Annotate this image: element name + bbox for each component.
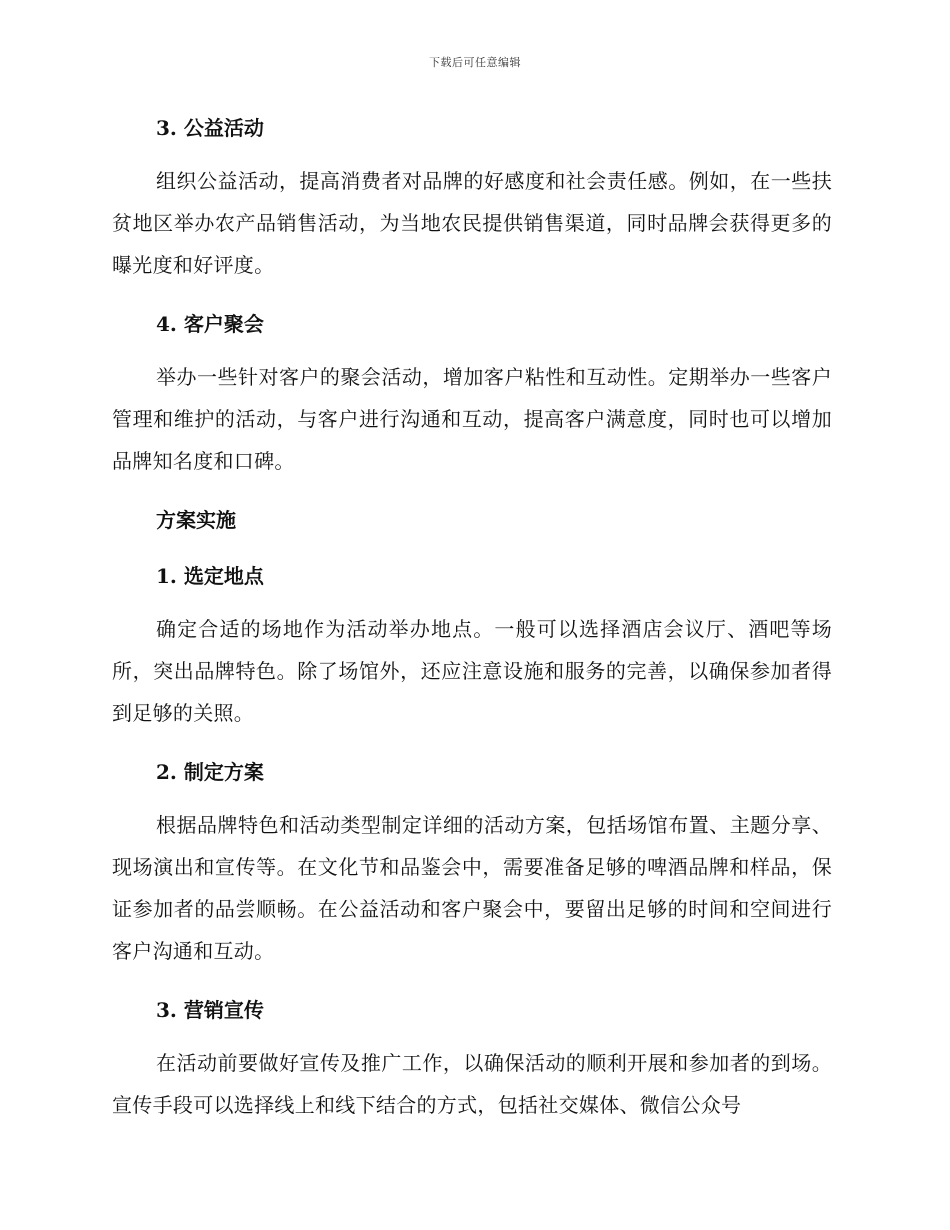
- section-heading-marketing: 3. 营销宣传: [156, 998, 264, 1022]
- page-header: 下载后可任意编辑: [429, 56, 521, 69]
- section-paragraph-marketing: 在活动前要做好宣传及推广工作，以确保活动的顺利开展和参加者的到场。宣传手段可以选择线上和线下结合的方式，包括社交媒体、微信公众号: [112, 1051, 832, 1117]
- section-paragraph-make-plan: 根据品牌特色和活动类型制定详细的活动方案，包括场馆布置、主题分享、现场演出和宣传等。在文化节和品鉴会中，需要准备足够的啤酒品牌和样品，保证参加者的品尝顺畅。在公益活动和客户聚会中，要留出足够的时间和空间进行客户沟通和互动。: [112, 813, 832, 963]
- document-body: [112, 110, 832, 1126]
- section-heading-public-welfare: 3. 公益活动: [156, 116, 264, 140]
- section-heading-select-venue: 1. 选定地点: [156, 564, 264, 588]
- section-heading-implementation: 方案实施: [156, 508, 236, 532]
- section-paragraph-public-welfare: 组织公益活动，提高消费者对品牌的好感度和社会责任感。例如，在一些扶贫地区举办农产品销售活动，为当地农民提供销售渠道，同时品牌会获得更多的曝光度和好评度。: [112, 169, 832, 277]
- section-heading-make-plan: 2. 制定方案: [156, 760, 264, 784]
- section-paragraph-select-venue: 确定合适的场地作为活动举办地点。一般可以选择酒店会议厅、酒吧等场所，突出品牌特色。除了场馆外，还应注意设施和服务的完善，以确保参加者得到足够的关照。: [112, 617, 832, 725]
- section-paragraph-customer-gathering: 举办一些针对客户的聚会活动，增加客户粘性和互动性。定期举办一些客户管理和维护的活动，与客户进行沟通和互动，提高客户满意度，同时也可以增加品牌知名度和口碑。: [112, 365, 832, 473]
- section-heading-customer-gathering: 4. 客户聚会: [156, 312, 264, 336]
